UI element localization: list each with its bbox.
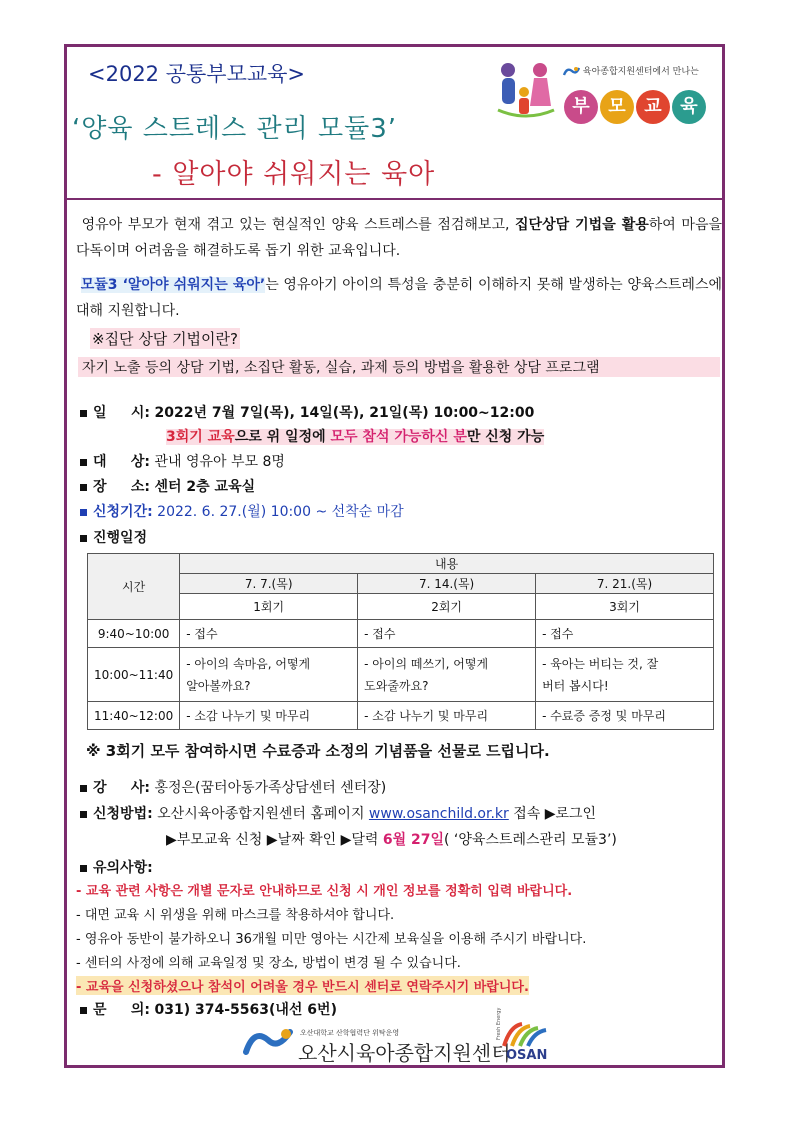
bullet-icon bbox=[80, 811, 87, 818]
activity-cell: - 아이의 속마음, 어떻게 알아볼까요? bbox=[180, 648, 358, 702]
time-header: 시간 bbox=[88, 554, 180, 620]
bullet-icon bbox=[80, 535, 87, 542]
caution-item: - 교육 관련 사항은 개별 문자로 안내하므로 신청 시 개인 정보를 정확히 입력 바랍니다. bbox=[76, 884, 573, 899]
content-header: 내용 bbox=[180, 554, 714, 574]
bullet-icon bbox=[80, 865, 87, 872]
logo-caption: 육아종합지원센터에서 만나는 bbox=[582, 67, 699, 77]
program-eyebrow: <2022 공통부모교육> bbox=[88, 62, 306, 86]
badge-letter-3: 교 bbox=[636, 90, 670, 124]
intro-paragraph-2: 모듈3 ‘알아야 쉬워지는 육아’는 영유아기 아이의 특성을 충분히 이해하지 못해 발생하는 양육스트레스에 대해 지원합니다. bbox=[76, 277, 723, 319]
center-mark-icon bbox=[562, 66, 580, 78]
method-row: 신청방법: 오산시육아종합지원센터 홈페이지 www.osanchild.or.kr 접속 ▶로그인 bbox=[80, 803, 596, 823]
session-header: 3회기 bbox=[536, 594, 714, 620]
activity-cell: - 소감 나누기 및 마무리 bbox=[180, 702, 358, 730]
bullet-icon bbox=[80, 509, 87, 516]
bullet-icon bbox=[80, 1007, 87, 1014]
title-line1: ‘양육 스트레스 관리 모듈3’ bbox=[72, 114, 398, 144]
badge-letter-1: 부 bbox=[564, 90, 598, 124]
bullet-icon bbox=[80, 459, 87, 466]
schedule-table bbox=[87, 553, 714, 730]
time-cell: 11:40~12:00 bbox=[88, 702, 180, 730]
lecturer-row: 강 사: 홍정은(꿈터아동가족상담센터 센터장) bbox=[80, 777, 386, 797]
intro-paragraph-1: 영유아 부모가 현재 겪고 있는 현실적인 양육 스트레스를 점검해보고, 집단상담 기법을 활용하여 마음을 다독이며 어려움을 해결하도록 돕기 위한 교육입니다. bbox=[76, 217, 722, 259]
osan-city-logo bbox=[496, 1007, 550, 1066]
caution-item: - 교육을 신청하셨으나 참석이 어려울 경우 반드시 센터로 연락주시기 바랍니다. bbox=[76, 976, 529, 995]
table-row bbox=[88, 648, 714, 702]
counsel-note-title: ※집단 상담 기법이란? bbox=[92, 330, 238, 348]
title-line2: - 알아야 쉬워지는 육아 bbox=[152, 159, 436, 190]
date-header: 7. 14.(목) bbox=[358, 574, 536, 594]
table-row bbox=[88, 620, 714, 648]
date-note: 3회기 교육으로 위 일정에 모두 참석 가능하신 분만 신청 가능 bbox=[166, 429, 545, 445]
badge-letter-2: 모 bbox=[600, 90, 634, 124]
caution-item: - 센터의 사정에 의해 교육일정 및 장소, 방법이 변경 될 수 있습니다. bbox=[76, 956, 461, 971]
apply-period-row: 신청기간: 2022. 6. 27.(월) 10:00 ~ 선착순 마감 bbox=[80, 501, 404, 521]
bullet-icon bbox=[80, 410, 87, 417]
city-tag: Fresh Energy bbox=[496, 1007, 502, 1040]
date-row: 일 시: 2022년 7월 7일(목), 14일(목), 21일(목) 10:00~12:00 bbox=[80, 402, 534, 422]
center-logo-mark-icon bbox=[240, 1026, 296, 1064]
schedule-heading: 진행일정 bbox=[80, 527, 147, 547]
activity-cell: - 아이의 떼쓰기, 어떻게 도와줄까요? bbox=[358, 648, 536, 702]
bullet-icon bbox=[80, 484, 87, 491]
session-header: 1회기 bbox=[180, 594, 358, 620]
caution-item: - 대면 교육 시 위생을 위해 마스크를 착용하셔야 합니다. bbox=[76, 908, 395, 923]
footer-center-name: 오산시육아종합지원센터 bbox=[298, 1041, 511, 1065]
date-header: 7. 21.(목) bbox=[536, 574, 714, 594]
activity-cell: - 소감 나누기 및 마무리 bbox=[358, 702, 536, 730]
logo-caption-row bbox=[562, 64, 699, 78]
activity-cell: - 접수 bbox=[358, 620, 536, 648]
time-cell: 9:40~10:00 bbox=[88, 620, 180, 648]
caution-item: - 영유아 동반이 불가하오니 36개월 미만 영아는 시간제 보육실을 이용해 주시기 바랍니다. bbox=[76, 932, 587, 947]
family-illustration bbox=[494, 60, 558, 122]
bullet-icon bbox=[80, 785, 87, 792]
activity-cell: - 육아는 버티는 것, 잘 버터 봅시다! bbox=[536, 648, 714, 702]
method-row-2: ▶부모교육 신청 ▶날짜 확인 ▶달력 6월 27일( ‘양육스트레스관리 모듈3’) bbox=[166, 832, 617, 848]
time-cell: 10:00~11:40 bbox=[88, 648, 180, 702]
homepage-link[interactable]: www.osanchild.or.kr bbox=[368, 806, 509, 822]
contact-row: 문 의: 031) 374-5563(내선 6번) bbox=[80, 999, 337, 1019]
activity-cell: - 접수 bbox=[536, 620, 714, 648]
parent-education-badge bbox=[564, 90, 708, 124]
footer-caption: 오산대학교 산학협력단 위탁운영 bbox=[300, 1029, 400, 1037]
counsel-note-body: 자기 노출 등의 상담 기법, 소집단 활동, 실습, 과제 등의 방법을 활용한 상담 프로그램 bbox=[78, 357, 720, 377]
place-row: 장 소: 센터 2층 교육실 bbox=[80, 476, 255, 496]
gift-note: ※ 3회기 모두 참여하시면 수료증과 소정의 기념품을 선물로 드립니다. bbox=[86, 742, 550, 760]
activity-cell: - 접수 bbox=[180, 620, 358, 648]
caution-heading: 유의사항: bbox=[80, 857, 153, 877]
header-divider bbox=[66, 198, 723, 200]
table-row bbox=[88, 702, 714, 730]
target-row: 대 상: 관내 영유아 부모 8명 bbox=[80, 451, 285, 471]
session-header: 2회기 bbox=[358, 594, 536, 620]
activity-cell: - 수료증 증정 및 마무리 bbox=[536, 702, 714, 730]
date-header: 7. 7.(목) bbox=[180, 574, 358, 594]
badge-letter-4: 육 bbox=[672, 90, 706, 124]
city-name: OSAN bbox=[506, 1048, 548, 1063]
